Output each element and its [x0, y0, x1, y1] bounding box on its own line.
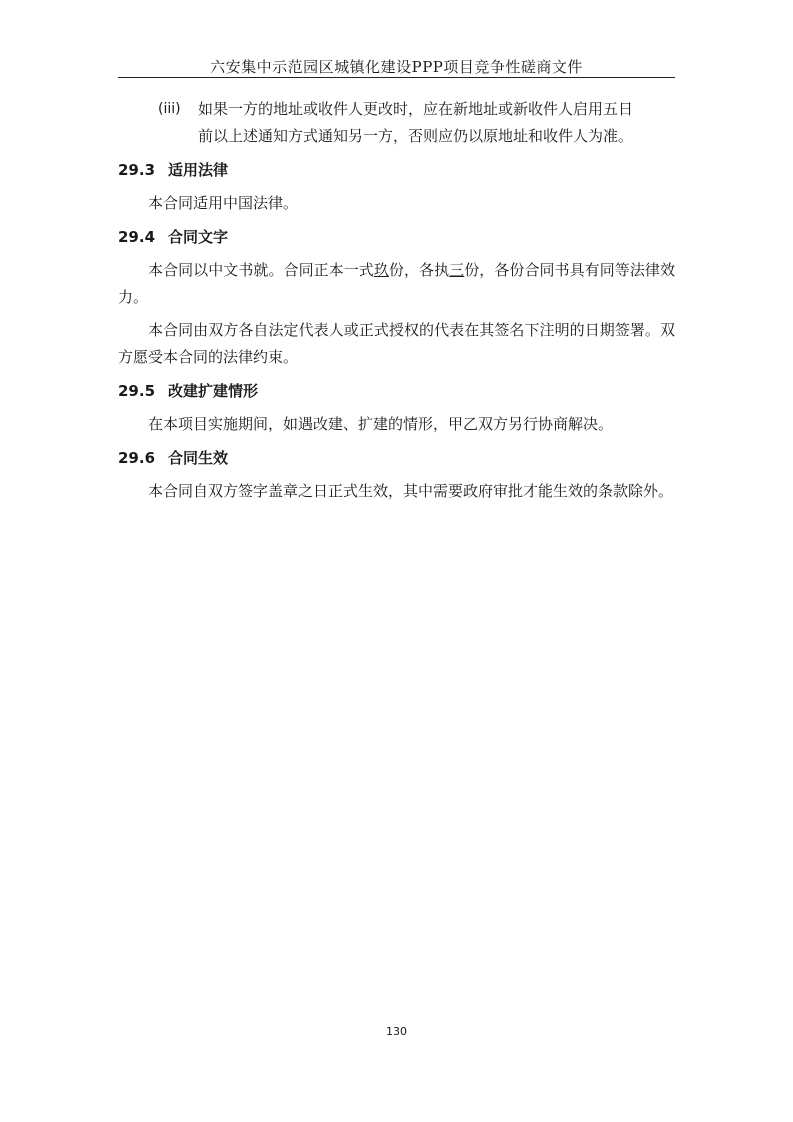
text-run: 份，各执 [388, 261, 450, 279]
list-item-iii [118, 96, 675, 150]
underlined-count: 玖 [373, 261, 389, 279]
section-number: 29.5 [118, 382, 156, 400]
section-heading-29-3 [118, 158, 675, 182]
header-divider [118, 77, 675, 78]
page-number: 130 [386, 1025, 407, 1038]
list-item-line: 如果一方的地址或收件人更改时，应在新地址或新收件人启用五日 [198, 100, 634, 118]
list-item-text [198, 96, 675, 150]
page-header: 六安集中示范园区城镇化建设PPP项目竞争性磋商文件 [210, 58, 583, 76]
paragraph [118, 257, 675, 311]
section-number: 29.3 [118, 161, 156, 179]
paragraph: 本合同由双方各自法定代表人或正式授权的代表在其签名下注明的日期签署。双方愿受本合同的法律约束。 [118, 321, 675, 366]
section-title: 适用法律 [168, 161, 229, 179]
section-number: 29.6 [118, 449, 156, 467]
section-number: 29.4 [118, 228, 156, 246]
text-run: 份，各份合同书具有同等法律效力。 [118, 261, 675, 306]
list-item-line: 前以上述通知方式通知另一方，否则应仍以原地址和收件人为准。 [198, 127, 634, 145]
text-run: 本合同以中文书就。合同正本一式 [148, 261, 374, 279]
underlined-count: 三 [449, 261, 465, 279]
list-marker: (iii) [158, 101, 181, 117]
paragraph: 在本项目实施期间，如遇改建、扩建的情形，甲乙双方另行协商解决。 [148, 415, 614, 433]
section-title: 合同文字 [168, 228, 229, 246]
section-heading-29-5 [118, 379, 675, 403]
section-title: 合同生效 [168, 449, 229, 467]
document-body [118, 96, 675, 511]
paragraph: 本合同适用中国法律。 [148, 194, 299, 212]
section-heading-29-6 [118, 446, 675, 470]
section-heading-29-4 [118, 225, 675, 249]
section-title: 改建扩建情形 [168, 382, 259, 400]
paragraph: 本合同自双方签字盖章之日正式生效，其中需要政府审批才能生效的条款除外。 [148, 482, 674, 500]
